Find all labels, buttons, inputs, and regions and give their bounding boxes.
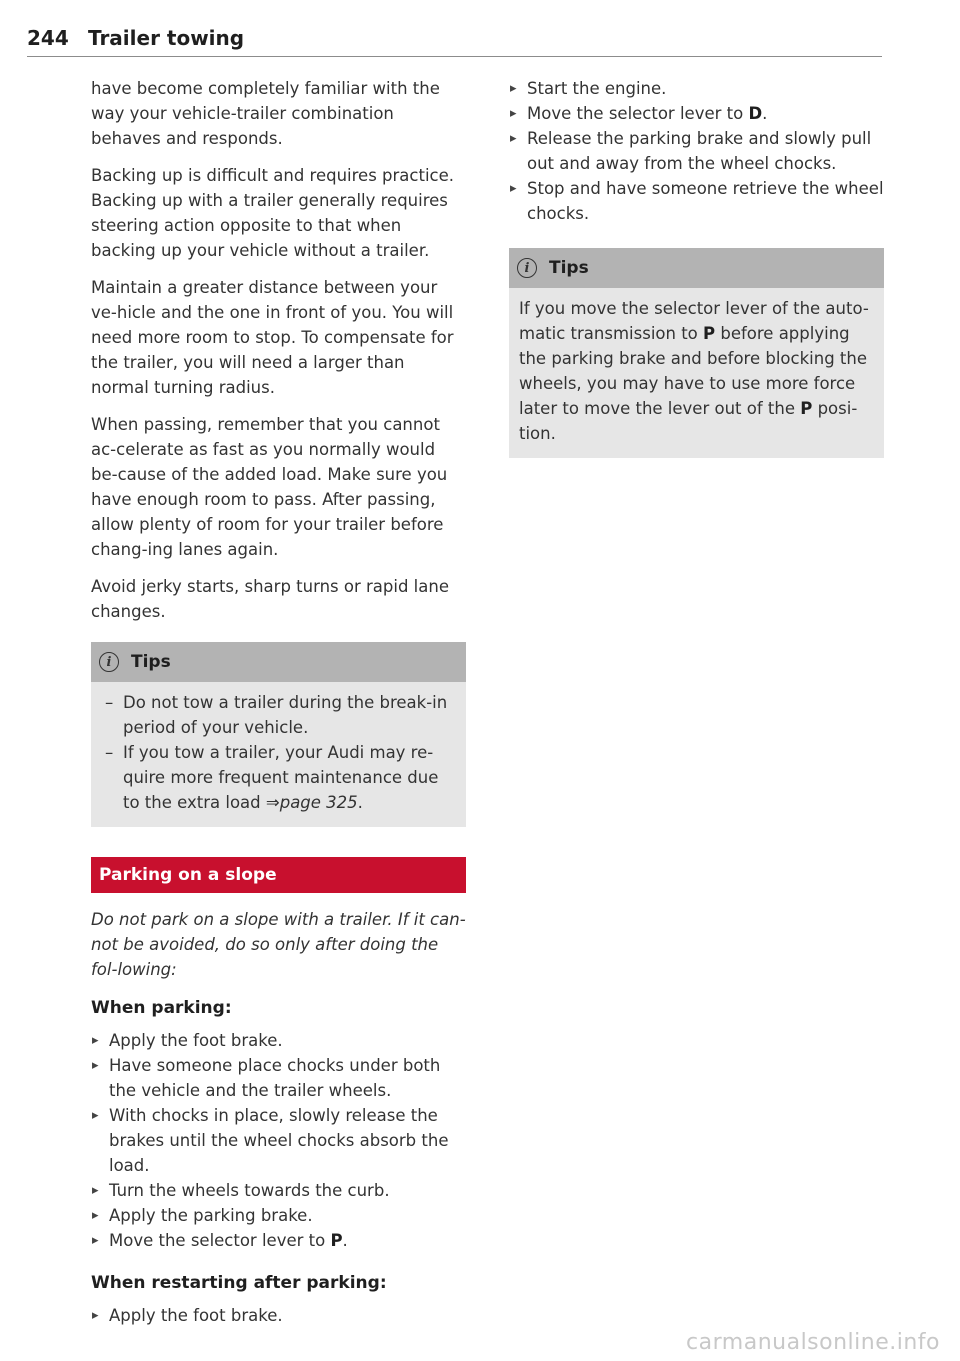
tips-title: Tips <box>131 652 171 672</box>
list-item: ▸ Apply the foot brake. <box>91 1303 466 1328</box>
list-item: ▸ Start the engine. <box>509 76 884 101</box>
parking-steps <box>91 1028 466 1253</box>
info-icon: i <box>517 258 537 278</box>
restart-steps-continued <box>509 76 884 226</box>
paragraph: Backing up is difficult and requires practice. Backing up with a trailer generally requires steering action opposite to that when backing up your vehicle without a trailer. <box>91 166 455 260</box>
tips-list <box>101 690 452 821</box>
paragraph: When passing, remember that you cannot ac-celerate as fast as you normally would be-cause of the added load. Make sure you have enough room to pass. After passing, allow plenty of room for your trailer before chang-ing lanes again. <box>91 415 448 559</box>
list-item: – Do not tow a trailer during the break-in period of your vehicle. <box>101 690 452 740</box>
tips-text: If you move the selector lever of the auto-matic transmission to P before applying the parking brake and before blocking the wheels, you may have to use more force later to move the lever out of the P posi-tion. <box>519 299 869 443</box>
list-item: ▸ Release the parking brake and slowly pull out and away from the wheel chocks. <box>509 126 884 176</box>
tips-title: Tips <box>549 258 589 278</box>
paragraph: have become completely familiar with the way your vehicle-trailer combination behaves and responds. <box>91 79 440 148</box>
section-title: Trailer towing <box>88 26 245 50</box>
list-item: ▸ Turn the wheels towards the curb. <box>91 1178 466 1203</box>
list-item: ▸ Have someone place chocks under both the vehicle and the trailer wheels. <box>91 1053 466 1103</box>
section-heading-parking-on-slope: Parking on a slope <box>91 857 466 893</box>
page-number: 244 <box>27 26 69 50</box>
left-column <box>91 76 466 1340</box>
list-item: ▸ Move the selector lever to D. <box>509 101 884 126</box>
paragraph: Avoid jerky starts, sharp turns or rapid lane changes. <box>91 577 449 621</box>
list-item: ▸ Move the selector lever to P. <box>91 1228 466 1253</box>
tips-header <box>91 642 466 682</box>
paragraph: Maintain a greater distance between your ve-hicle and the one in front of you. You will need more room to stop. To compensate for the trailer, you will need a larger than normal turning radius. <box>91 278 454 397</box>
info-icon: i <box>99 652 119 672</box>
subheading-when-parking: When parking: <box>91 998 232 1018</box>
page-header <box>27 22 882 57</box>
list-item: ▸ Stop and have someone retrieve the wheel chocks. <box>509 176 884 226</box>
page-reference-link[interactable]: ⇒page 325 <box>265 793 358 812</box>
tips-box <box>509 248 884 458</box>
restart-steps <box>91 1303 466 1328</box>
tips-header <box>509 248 884 288</box>
section-intro: Do not park on a slope with a trailer. If it can-not be avoided, do so only after doing the fol-lowing: <box>91 910 466 979</box>
list-item: ▸ With chocks in place, slowly release the brakes until the wheel chocks absorb the load. <box>91 1103 466 1178</box>
list-item: – If you tow a trailer, your Audi may re-quire more frequent maintenance due to the extra load ⇒page 325. <box>101 740 452 815</box>
tips-box <box>91 642 466 827</box>
list-item: ▸ Apply the foot brake. <box>91 1028 466 1053</box>
right-column <box>509 76 884 488</box>
list-item: ▸ Apply the parking brake. <box>91 1203 466 1228</box>
watermark: carmanualsonline.info <box>686 1330 940 1355</box>
subheading-when-restarting: When restarting after parking: <box>91 1273 387 1293</box>
